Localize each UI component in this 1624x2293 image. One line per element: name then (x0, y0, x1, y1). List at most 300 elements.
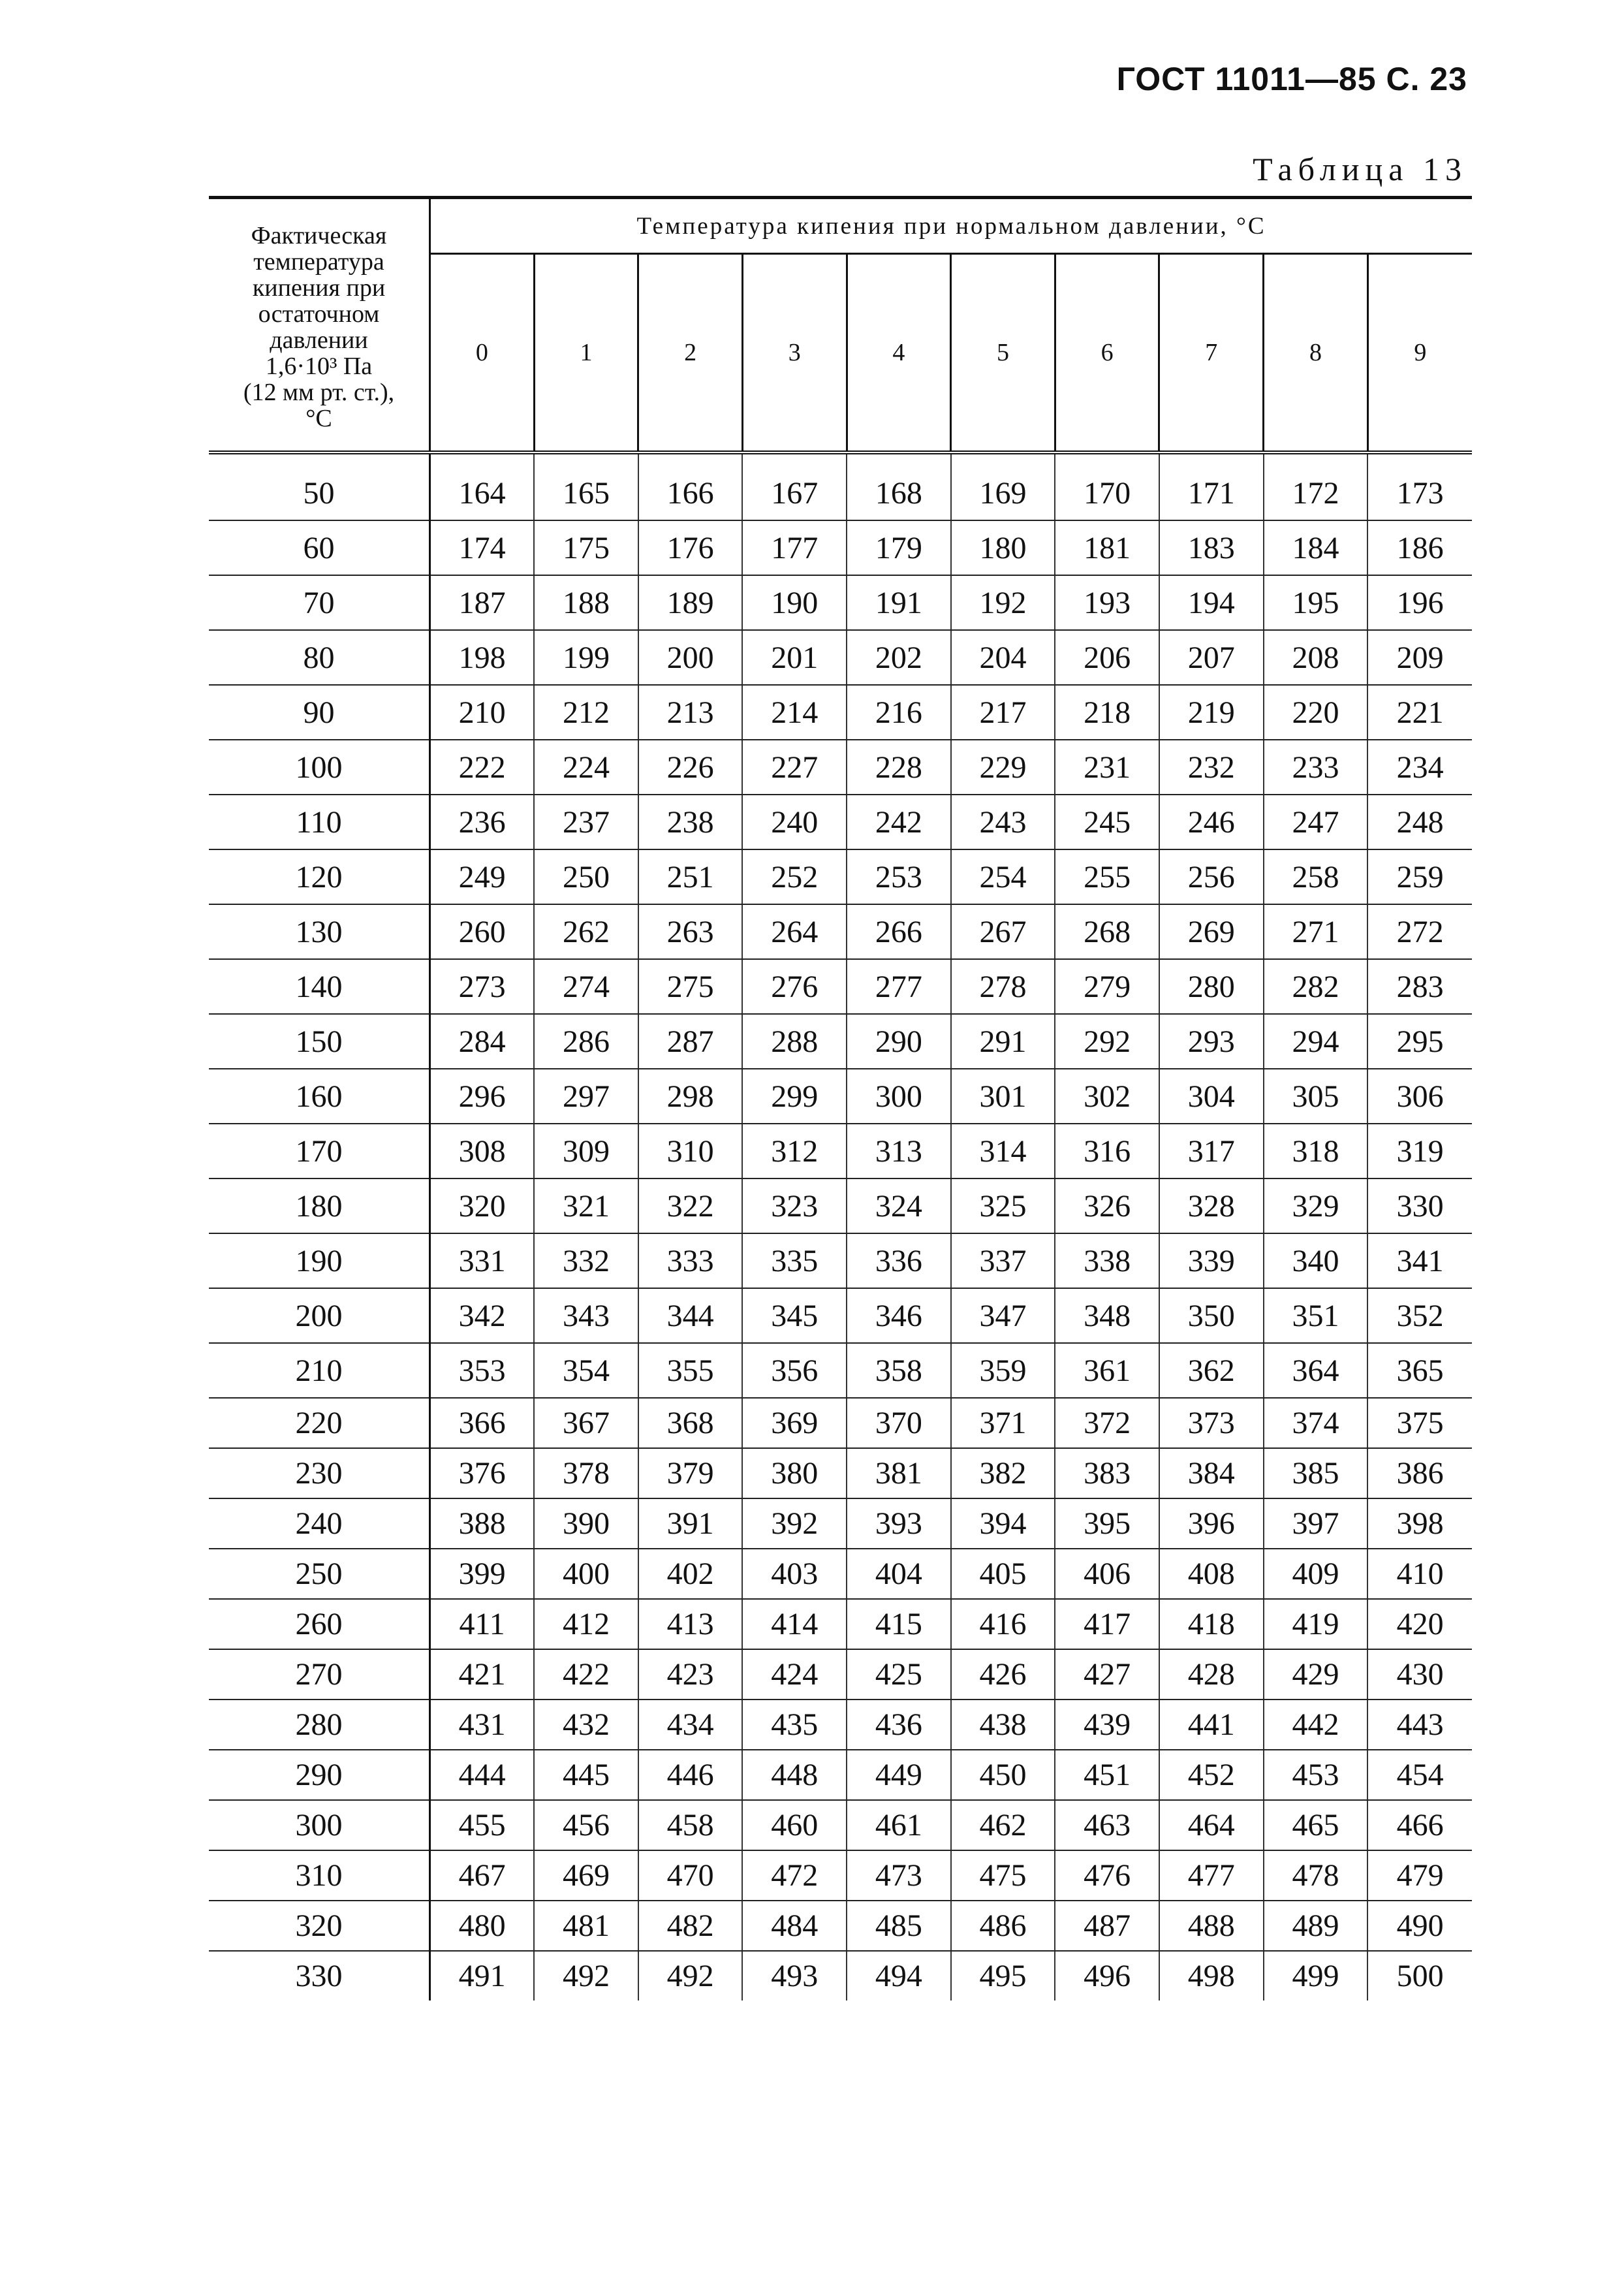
column-header-9: 9 (1367, 254, 1472, 453)
table-cell: 411 (430, 1599, 535, 1649)
table-cell: 181 (1055, 520, 1159, 575)
table-cell: 436 (847, 1700, 951, 1750)
table-cell: 173 (1367, 452, 1472, 520)
table-cell: 259 (1367, 849, 1472, 904)
table-cell: 344 (638, 1288, 743, 1343)
table-cell: 384 (1159, 1448, 1264, 1498)
table-cell: 448 (742, 1750, 847, 1800)
table-cell: 331 (430, 1233, 535, 1288)
table-cell: 296 (430, 1069, 535, 1124)
table-cell: 254 (951, 849, 1055, 904)
table-cell: 326 (1055, 1178, 1159, 1233)
table-cell: 238 (638, 795, 743, 849)
table-cell: 272 (1367, 904, 1472, 959)
table-cell: 323 (742, 1178, 847, 1233)
table-cell: 284 (430, 1014, 535, 1069)
table-cell: 477 (1159, 1850, 1264, 1901)
table-cell: 369 (742, 1398, 847, 1448)
table-cell: 425 (847, 1649, 951, 1700)
table-cell: 179 (847, 520, 951, 575)
table-cell: 429 (1264, 1649, 1368, 1700)
running-head: ГОСТ 11011—85 С. 23 (1116, 61, 1467, 97)
table-cell: 232 (1159, 740, 1264, 795)
table-row (209, 1951, 1472, 2000)
table-row (209, 1498, 1472, 1549)
table-cell: 395 (1055, 1498, 1159, 1549)
table-cell: 209 (1367, 630, 1472, 685)
row-stub-cell: 140 (209, 959, 430, 1014)
row-stub-cell: 90 (209, 685, 430, 740)
table-cell: 352 (1367, 1288, 1472, 1343)
table-cell: 227 (742, 740, 847, 795)
table-head (209, 198, 1472, 453)
table-cell: 339 (1159, 1233, 1264, 1288)
table-cell: 413 (638, 1599, 743, 1649)
table-cell: 397 (1264, 1498, 1368, 1549)
table-cell: 355 (638, 1343, 743, 1398)
table-cell: 308 (430, 1124, 535, 1178)
table-cell: 430 (1367, 1649, 1472, 1700)
table-cell: 463 (1055, 1800, 1159, 1850)
table-cell: 293 (1159, 1014, 1264, 1069)
table-cell: 291 (951, 1014, 1055, 1069)
table-cell: 273 (430, 959, 535, 1014)
table-cell: 441 (1159, 1700, 1264, 1750)
table-body (209, 452, 1472, 2000)
table-caption: Таблица 13 (1253, 151, 1467, 187)
table-row (209, 1124, 1472, 1178)
table-row (209, 1549, 1472, 1599)
column-header-4: 4 (847, 254, 951, 453)
table-cell: 495 (951, 1951, 1055, 2000)
row-stub-cell: 220 (209, 1398, 430, 1448)
table-cell: 350 (1159, 1288, 1264, 1343)
table-cell: 467 (430, 1850, 535, 1901)
table-cell: 409 (1264, 1549, 1368, 1599)
table-row (209, 1069, 1472, 1124)
table-row (209, 452, 1472, 520)
table-cell: 269 (1159, 904, 1264, 959)
table-cell: 445 (534, 1750, 638, 1800)
table-cell: 206 (1055, 630, 1159, 685)
table-cell: 362 (1159, 1343, 1264, 1398)
table-cell: 361 (1055, 1343, 1159, 1398)
table-cell: 405 (951, 1549, 1055, 1599)
table-cell: 423 (638, 1649, 743, 1700)
table-row (209, 1599, 1472, 1649)
table-cell: 490 (1367, 1901, 1472, 1951)
row-stub-cell: 190 (209, 1233, 430, 1288)
row-stub-cell: 200 (209, 1288, 430, 1343)
table-cell: 207 (1159, 630, 1264, 685)
column-header-6: 6 (1055, 254, 1159, 453)
table-cell: 406 (1055, 1549, 1159, 1599)
table-cell: 375 (1367, 1398, 1472, 1448)
table-cell: 432 (534, 1700, 638, 1750)
table-row (209, 1448, 1472, 1498)
header-row-group (209, 198, 1472, 254)
table-cell: 492 (534, 1951, 638, 2000)
table-cell: 345 (742, 1288, 847, 1343)
table-cell: 166 (638, 452, 743, 520)
table-cell: 340 (1264, 1233, 1368, 1288)
table-cell: 426 (951, 1649, 1055, 1700)
table-cell: 388 (430, 1498, 535, 1549)
table-cell: 393 (847, 1498, 951, 1549)
table-cell: 475 (951, 1850, 1055, 1901)
table-cell: 212 (534, 685, 638, 740)
table-cell: 372 (1055, 1398, 1159, 1448)
table-cell: 464 (1159, 1800, 1264, 1850)
table-cell: 322 (638, 1178, 743, 1233)
table-cell: 367 (534, 1398, 638, 1448)
table-cell: 189 (638, 575, 743, 630)
table-cell: 288 (742, 1014, 847, 1069)
row-stub-cell: 300 (209, 1800, 430, 1850)
table-cell: 371 (951, 1398, 1055, 1448)
table-cell: 321 (534, 1178, 638, 1233)
stub-header-line: (12 мм рт. ст.), (243, 379, 395, 406)
table-cell: 404 (847, 1549, 951, 1599)
table-cell: 277 (847, 959, 951, 1014)
table-row (209, 685, 1472, 740)
table-cell: 275 (638, 959, 743, 1014)
table-cell: 346 (847, 1288, 951, 1343)
table-cell: 382 (951, 1448, 1055, 1498)
stub-header-line: температура (253, 248, 384, 276)
table-cell: 402 (638, 1549, 743, 1599)
table-row (209, 1398, 1472, 1448)
row-stub-cell: 270 (209, 1649, 430, 1700)
table-cell: 219 (1159, 685, 1264, 740)
stub-header-line: Фактическая (251, 222, 387, 249)
table-cell: 476 (1055, 1850, 1159, 1901)
table-cell: 168 (847, 452, 951, 520)
column-header-0: 0 (430, 254, 535, 453)
table-row (209, 1014, 1472, 1069)
table-cell: 386 (1367, 1448, 1472, 1498)
table-cell: 248 (1367, 795, 1472, 849)
table-cell: 286 (534, 1014, 638, 1069)
table-cell: 317 (1159, 1124, 1264, 1178)
table-cell: 231 (1055, 740, 1159, 795)
table-cell: 498 (1159, 1951, 1264, 2000)
table-cell: 245 (1055, 795, 1159, 849)
table-cell: 216 (847, 685, 951, 740)
table-cell: 391 (638, 1498, 743, 1549)
row-stub-cell: 50 (209, 452, 430, 520)
table-cell: 250 (534, 849, 638, 904)
table-cell: 376 (430, 1448, 535, 1498)
table-cell: 299 (742, 1069, 847, 1124)
table-cell: 492 (638, 1951, 743, 2000)
table-row (209, 795, 1472, 849)
table-cell: 226 (638, 740, 743, 795)
table-cell: 412 (534, 1599, 638, 1649)
stub-header-line: 1,6·10³ Па (265, 353, 373, 380)
row-stub-cell: 260 (209, 1599, 430, 1649)
table-cell: 172 (1264, 452, 1368, 520)
table-row (209, 1850, 1472, 1901)
table-cell: 217 (951, 685, 1055, 740)
table-cell: 325 (951, 1178, 1055, 1233)
table-cell: 415 (847, 1599, 951, 1649)
table-cell: 381 (847, 1448, 951, 1498)
table-cell: 187 (430, 575, 535, 630)
table-cell: 373 (1159, 1398, 1264, 1448)
row-stub-cell: 230 (209, 1448, 430, 1498)
table-cell: 252 (742, 849, 847, 904)
table-cell: 170 (1055, 452, 1159, 520)
row-stub-cell: 320 (209, 1901, 430, 1951)
table-cell: 229 (951, 740, 1055, 795)
row-stub-cell: 60 (209, 520, 430, 575)
table-cell: 324 (847, 1178, 951, 1233)
table-cell: 201 (742, 630, 847, 685)
table-cell: 263 (638, 904, 743, 959)
table-cell: 302 (1055, 1069, 1159, 1124)
table-row (209, 520, 1472, 575)
table-cell: 478 (1264, 1850, 1368, 1901)
row-stub-cell: 210 (209, 1343, 430, 1398)
row-stub-cell: 280 (209, 1700, 430, 1750)
table-cell: 320 (430, 1178, 535, 1233)
table-cell: 240 (742, 795, 847, 849)
table-row (209, 1178, 1472, 1233)
table-cell: 251 (638, 849, 743, 904)
table-cell: 313 (847, 1124, 951, 1178)
table-row (209, 1343, 1472, 1398)
row-stub-cell: 290 (209, 1750, 430, 1800)
table-cell: 274 (534, 959, 638, 1014)
table-cell: 278 (951, 959, 1055, 1014)
table-cell: 416 (951, 1599, 1055, 1649)
table-cell: 186 (1367, 520, 1472, 575)
table-cell: 237 (534, 795, 638, 849)
table-cell: 446 (638, 1750, 743, 1800)
table-cell: 481 (534, 1901, 638, 1951)
table-cell: 380 (742, 1448, 847, 1498)
stub-header-line: кипения при (252, 274, 386, 302)
table-cell: 422 (534, 1649, 638, 1700)
table-cell: 218 (1055, 685, 1159, 740)
table-row (209, 1901, 1472, 1951)
table-cell: 456 (534, 1800, 638, 1850)
table-cell: 438 (951, 1700, 1055, 1750)
table-cell: 204 (951, 630, 1055, 685)
table-cell: 439 (1055, 1700, 1159, 1750)
table-cell: 171 (1159, 452, 1264, 520)
table-cell: 351 (1264, 1288, 1368, 1343)
table-cell: 450 (951, 1750, 1055, 1800)
table-cell: 242 (847, 795, 951, 849)
row-stub-cell: 150 (209, 1014, 430, 1069)
table-cell: 336 (847, 1233, 951, 1288)
table-cell: 332 (534, 1233, 638, 1288)
table-cell: 452 (1159, 1750, 1264, 1800)
table-cell: 462 (951, 1800, 1055, 1850)
table-cell: 398 (1367, 1498, 1472, 1549)
table-cell: 424 (742, 1649, 847, 1700)
table-cell: 420 (1367, 1599, 1472, 1649)
table-cell: 268 (1055, 904, 1159, 959)
table-cell: 493 (742, 1951, 847, 2000)
table-cell: 183 (1159, 520, 1264, 575)
table-cell: 266 (847, 904, 951, 959)
table-cell: 167 (742, 452, 847, 520)
table-cell: 233 (1264, 740, 1368, 795)
table-cell: 489 (1264, 1901, 1368, 1951)
table-cell: 246 (1159, 795, 1264, 849)
table-cell: 499 (1264, 1951, 1368, 2000)
table-cell: 264 (742, 904, 847, 959)
table-cell: 379 (638, 1448, 743, 1498)
row-stub-cell: 120 (209, 849, 430, 904)
column-header-7: 7 (1159, 254, 1264, 453)
table-cell: 202 (847, 630, 951, 685)
stub-header-line: давлении (270, 326, 368, 354)
table-cell: 247 (1264, 795, 1368, 849)
table-cell: 290 (847, 1014, 951, 1069)
table-row (209, 630, 1472, 685)
table-cell: 258 (1264, 849, 1368, 904)
table-cell: 337 (951, 1233, 1055, 1288)
table-cell: 408 (1159, 1549, 1264, 1599)
table-cell: 482 (638, 1901, 743, 1951)
table-cell: 287 (638, 1014, 743, 1069)
table-cell: 419 (1264, 1599, 1368, 1649)
table-row (209, 1700, 1472, 1750)
table-cell: 458 (638, 1800, 743, 1850)
table-cell: 214 (742, 685, 847, 740)
table-cell: 283 (1367, 959, 1472, 1014)
table-cell: 330 (1367, 1178, 1472, 1233)
table-cell: 353 (430, 1343, 535, 1398)
stub-header-line: °С (305, 405, 332, 432)
table-cell: 396 (1159, 1498, 1264, 1549)
table-cell: 292 (1055, 1014, 1159, 1069)
table-cell: 449 (847, 1750, 951, 1800)
table-cell: 297 (534, 1069, 638, 1124)
table-cell: 418 (1159, 1599, 1264, 1649)
table-cell: 316 (1055, 1124, 1159, 1178)
row-stub-cell: 100 (209, 740, 430, 795)
table-cell: 414 (742, 1599, 847, 1649)
table-cell: 491 (458, 1959, 506, 1993)
table-cell: 473 (847, 1850, 951, 1901)
table-cell: 310 (638, 1124, 743, 1178)
table-cell: 318 (1264, 1124, 1368, 1178)
column-header-2: 2 (638, 254, 743, 453)
table-cell: 442 (1264, 1700, 1368, 1750)
row-stub-cell: 70 (209, 575, 430, 630)
row-stub-cell: 250 (209, 1549, 430, 1599)
row-stub-cell: 310 (209, 1850, 430, 1901)
table-cell: 262 (534, 904, 638, 959)
table-cell: 488 (1159, 1901, 1264, 1951)
table-cell: 198 (430, 630, 535, 685)
table-cell: 314 (951, 1124, 1055, 1178)
table-cell: 271 (1264, 904, 1368, 959)
column-header-5: 5 (951, 254, 1055, 453)
table-cell: 169 (951, 452, 1055, 520)
table-cell: 354 (534, 1343, 638, 1398)
table-cell: 500 (1367, 1951, 1472, 2000)
table-cell: 368 (638, 1398, 743, 1448)
table-cell: 356 (742, 1343, 847, 1398)
table-cell: 403 (742, 1549, 847, 1599)
table-cell: 267 (951, 904, 1055, 959)
table-row (209, 904, 1472, 959)
table-cell: 365 (1367, 1343, 1472, 1398)
table-cell: 454 (1367, 1750, 1472, 1800)
boiling-temperature-table (209, 196, 1472, 2000)
table-cell: 434 (638, 1700, 743, 1750)
table-cell: 304 (1159, 1069, 1264, 1124)
table-cell: 435 (742, 1700, 847, 1750)
table-cell: 228 (847, 740, 951, 795)
table-cell: 199 (534, 630, 638, 685)
table-cell: 174 (430, 520, 535, 575)
table-cell: 444 (430, 1750, 535, 1800)
table-cell: 461 (847, 1800, 951, 1850)
table-cell: 329 (1264, 1178, 1368, 1233)
table-cell: 341 (1367, 1233, 1472, 1288)
table-cell: 221 (1367, 685, 1472, 740)
row-stub-cell: 240 (209, 1498, 430, 1549)
table-cell: 428 (1159, 1649, 1264, 1700)
table-cell: 165 (534, 452, 638, 520)
table-cell: 466 (1367, 1800, 1472, 1850)
table-cell: 472 (742, 1850, 847, 1901)
table-cell: 191 (847, 575, 951, 630)
table-row (209, 959, 1472, 1014)
table-cell: 451 (1055, 1750, 1159, 1800)
table-cell: 243 (951, 795, 1055, 849)
table-cell: 410 (1367, 1549, 1472, 1599)
table-cell: 480 (430, 1901, 535, 1951)
table-cell: 453 (1264, 1750, 1368, 1800)
table-cell: 374 (1264, 1398, 1368, 1448)
table-cell: 343 (534, 1288, 638, 1343)
table-cell: 280 (1159, 959, 1264, 1014)
table-cell: 392 (742, 1498, 847, 1549)
table-cell: 390 (534, 1498, 638, 1549)
table-cell: 210 (430, 685, 535, 740)
table-cell: 469 (534, 1850, 638, 1901)
table-cell: 385 (1264, 1448, 1368, 1498)
table-row (209, 1233, 1472, 1288)
table-cell: 180 (951, 520, 1055, 575)
table-cell: 177 (742, 520, 847, 575)
stub-header-line: остаточном (258, 300, 380, 328)
row-stub-cell: 180 (209, 1178, 430, 1233)
table-cell: 276 (742, 959, 847, 1014)
row-stub-cell: 80 (209, 630, 430, 685)
column-header-8: 8 (1264, 254, 1368, 453)
table-cell: 213 (638, 685, 743, 740)
table-cell: 260 (430, 904, 535, 959)
table-cell: 175 (534, 520, 638, 575)
table-cell: 496 (1055, 1951, 1159, 2000)
row-stub-cell: 170 (209, 1124, 430, 1178)
table-cell: 485 (847, 1901, 951, 1951)
table-cell: 421 (430, 1649, 535, 1700)
row-stub-cell: 110 (209, 795, 430, 849)
table-cell: 194 (1159, 575, 1264, 630)
table-cell: 319 (1367, 1124, 1472, 1178)
table-cell: 359 (951, 1343, 1055, 1398)
